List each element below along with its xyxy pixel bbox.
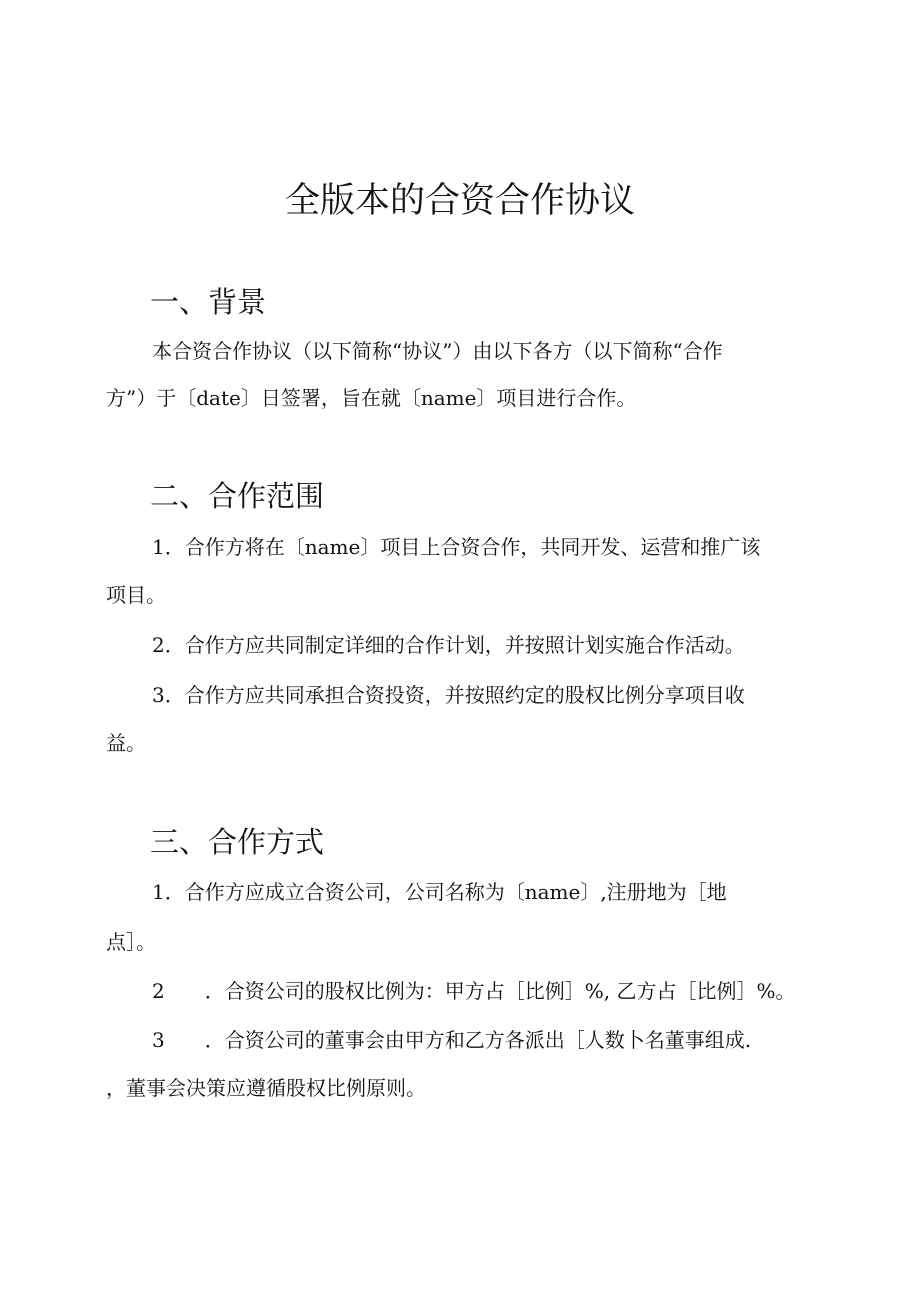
section-heading-method: 三、合作方式: [150, 825, 325, 859]
paragraph-line: 1．合作方将在〔name〕项目上合资合作，共同开发、运营和推广该: [152, 535, 761, 559]
paragraph-line: 点］。: [106, 930, 156, 954]
paragraph-line: 2．合作方应共同制定详细的合作计划，并按照计划实施合作活动。: [152, 633, 745, 657]
document-title: 全版本的合资合作协议: [284, 181, 635, 221]
paragraph-line: 项目。: [106, 583, 166, 607]
section-heading-scope: 二、合作范围: [150, 479, 325, 513]
paragraph-line: 方”）于〔date〕日签署，旨在就〔name〕项目进行合作。: [106, 386, 637, 410]
paragraph-line: 3．合作方应共同承担合资投资，并按照约定的股权比例分享项目收: [152, 683, 745, 707]
paragraph-line: 3 ．合资公司的董事会由甲方和乙方各派出［人数卜名董事组成.: [152, 1028, 752, 1052]
paragraph-line: 本合资合作协议（以下简称“协议”）由以下各方（以下简称“合作: [152, 339, 723, 363]
section-heading-background: 一、背景: [150, 285, 267, 319]
paragraph-line: ，董事会决策应遵循股权比例原则。: [106, 1076, 426, 1100]
paragraph-line: 益。: [106, 731, 146, 755]
paragraph-line: 1．合作方应成立合资公司，公司名称为〔name〕,注册地为［地: [152, 880, 727, 904]
paragraph-line: 2 ．合资公司的股权比例为：甲方占［比例］%, 乙方占［比例］%。: [152, 979, 796, 1003]
